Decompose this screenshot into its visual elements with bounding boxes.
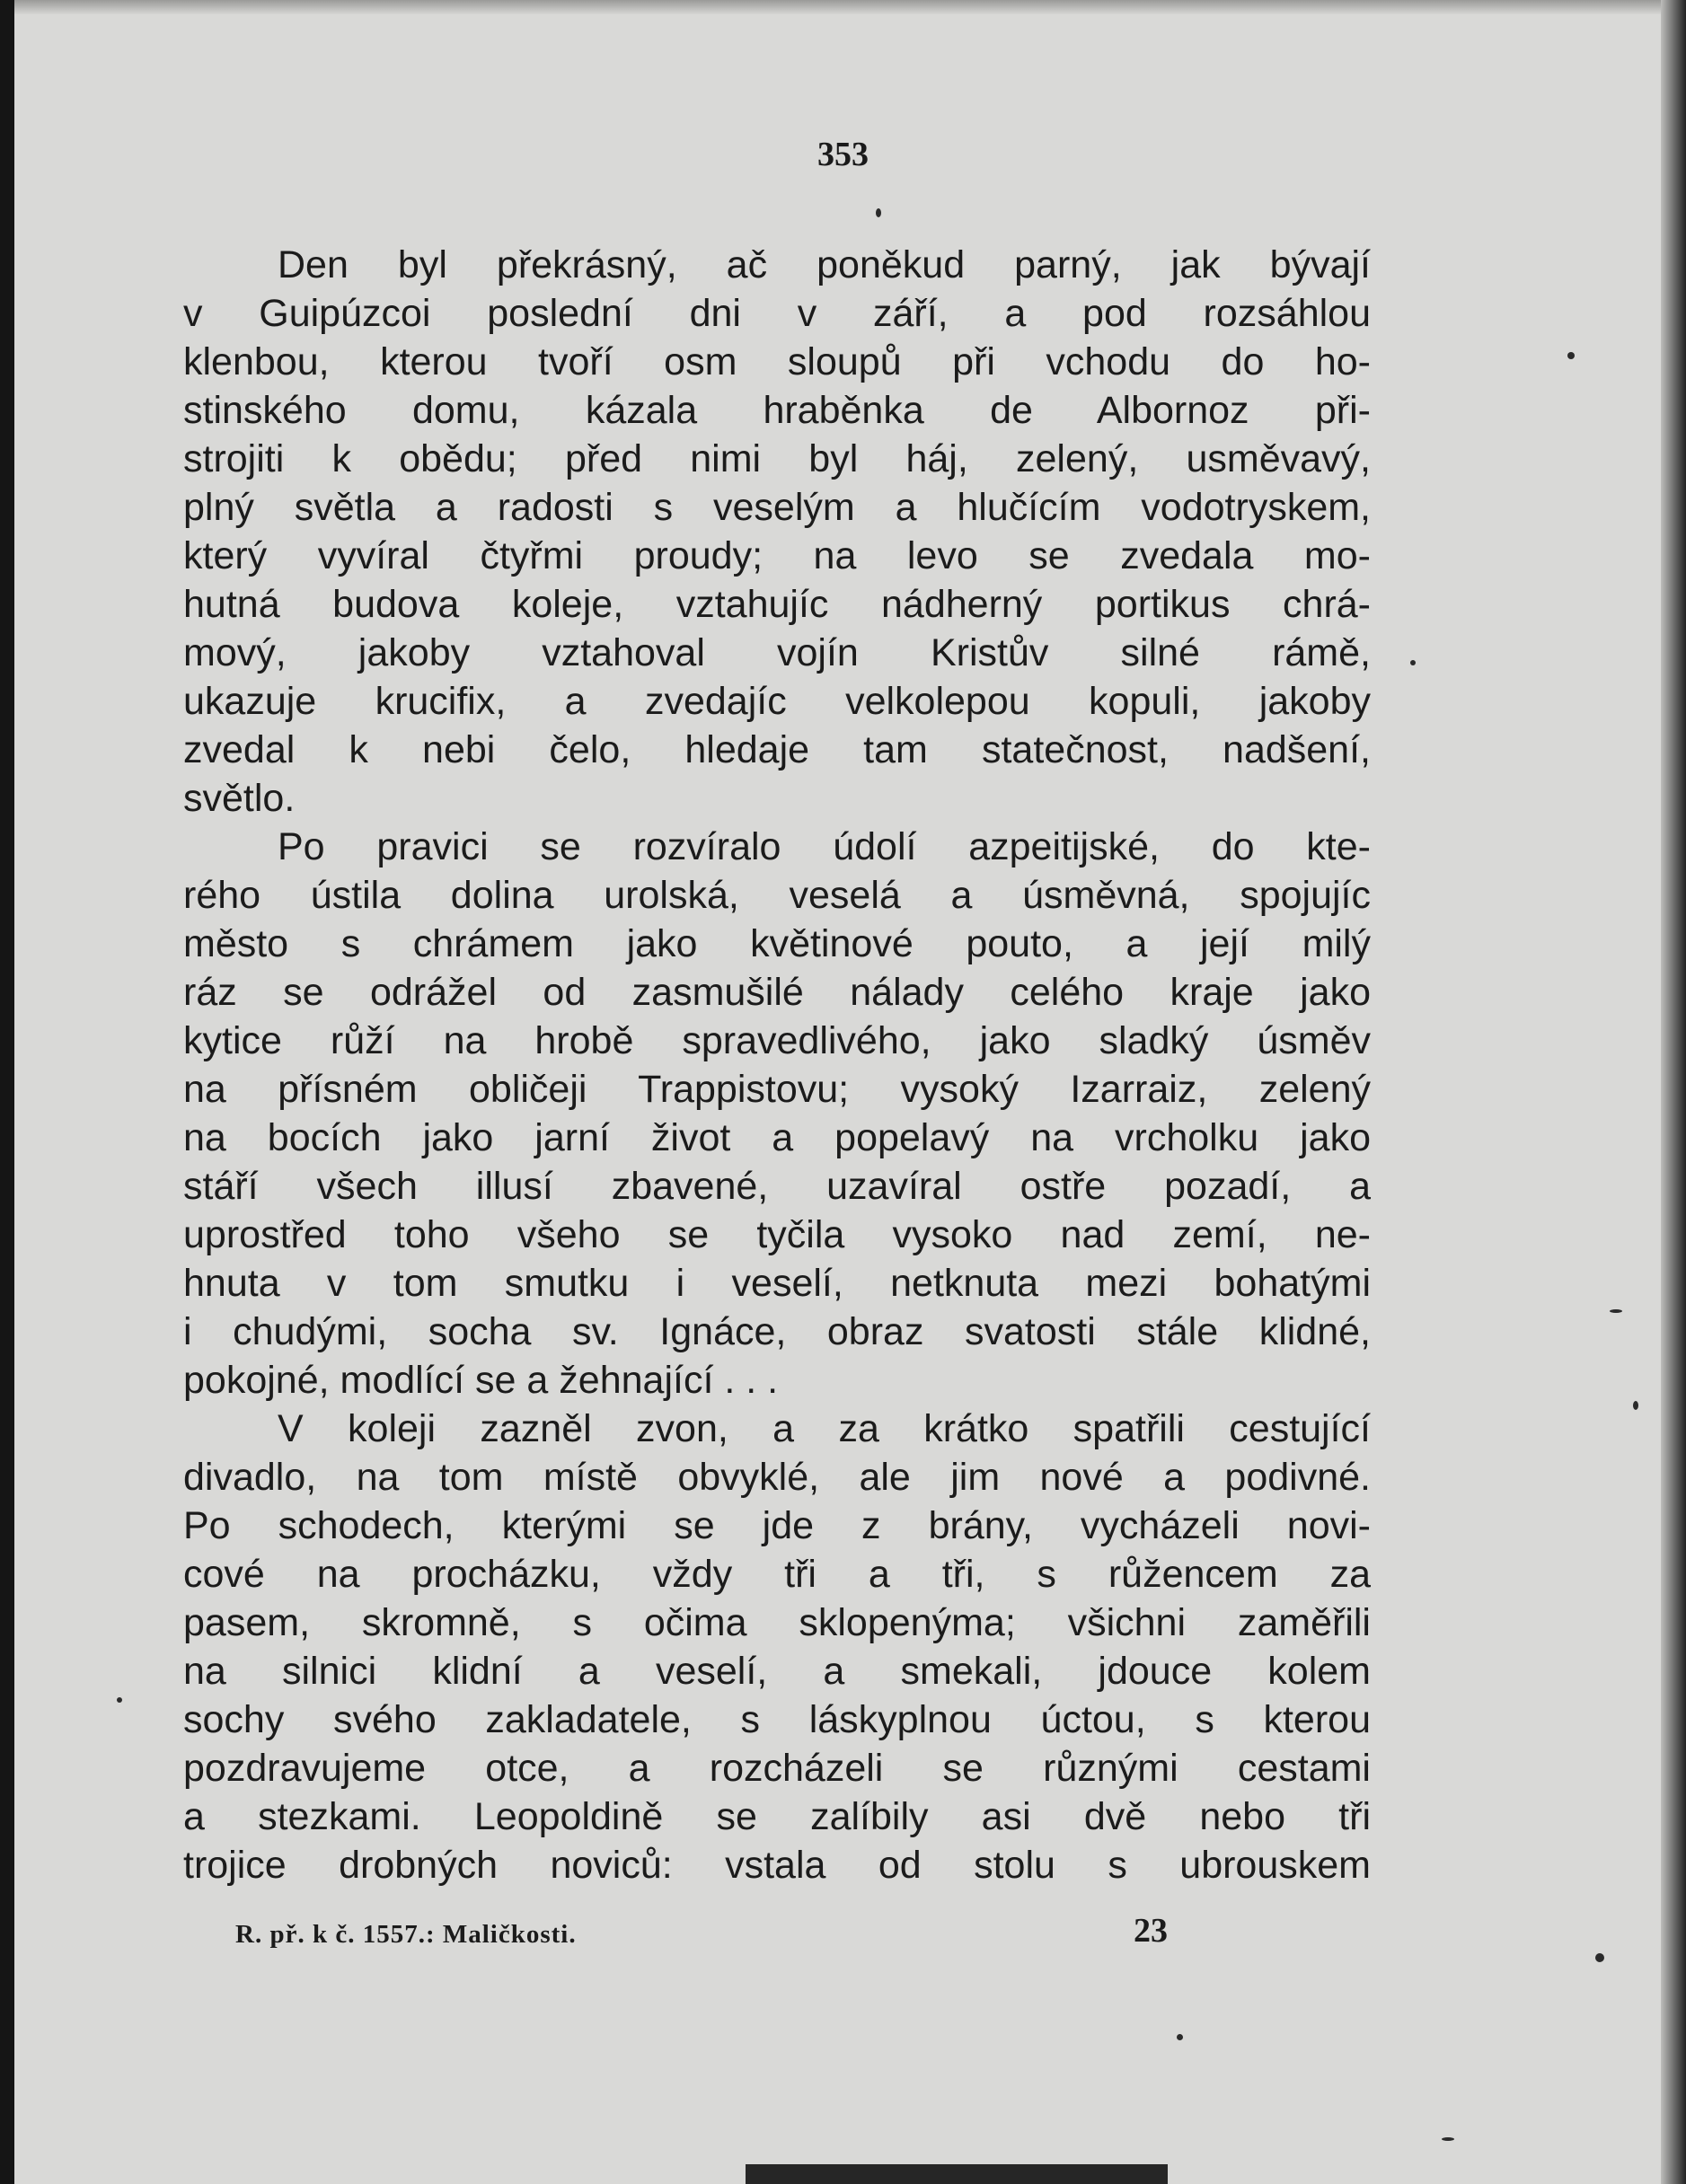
text-line: sochy svého zakladatele, s láskyplnou úctou, s kterou — [183, 1698, 1371, 1741]
text-line: na bocích jako jarní život a popelavý na vrcholku jako — [183, 1116, 1371, 1159]
text-line: pozdravujeme otce, a rozcházeli se různými cestami — [183, 1747, 1371, 1790]
text-line: ukazuje krucifix, a zvedajíc velkolepou kopuli, jakoby — [183, 680, 1371, 723]
text-line: na silnici klidní a veselí, a smekali, jdouce kolem — [183, 1650, 1371, 1693]
page-left-edge — [0, 0, 14, 2184]
text-line: pokojné, modlící se a žehnající . . . — [183, 1359, 779, 1402]
dust-speck — [1442, 2137, 1454, 2141]
dust-speck — [876, 208, 881, 217]
text-line: divadlo, na tom místě obvyklé, ale jim nové a podivné. — [183, 1456, 1371, 1499]
text-line: klenbou, kterou tvoří osm sloupů při vchodu do ho- — [183, 340, 1371, 383]
text-line: kytice růží na hrobě spravedlivého, jako sladký úsměv — [183, 1019, 1371, 1062]
dust-speck — [1610, 1309, 1622, 1313]
text-line: i chudými, socha sv. Ignáce, obraz svatosti stále klidné, — [183, 1310, 1371, 1353]
text-line: rého ústila dolina urolská, veselá a úsměvná, spojujíc — [183, 874, 1371, 917]
text-line: Po schodech, kterými se jde z brány, vycházeli novi- — [183, 1504, 1371, 1547]
text-line: strojiti k obědu; před nimi byl háj, zelený, usměvavý, — [183, 437, 1371, 480]
text-line: Den byl překrásný, ač poněkud parný, jak bývají — [278, 243, 1371, 286]
text-line: v Guipúzcoi poslední dni v září, a pod rozsáhlou — [183, 292, 1371, 335]
text-line: a stezkami. Leopoldině se zalíbily asi dvě nebo tři — [183, 1795, 1371, 1838]
page-top-edge — [0, 0, 1686, 14]
text-line: město s chrámem jako květinové pouto, a její milý — [183, 922, 1371, 965]
text-line: cové na procházku, vždy tři a tři, s růžencem za — [183, 1553, 1371, 1596]
text-line: pasem, skromně, s očima sklopenýma; všichni zaměřili — [183, 1601, 1371, 1644]
text-line: hnuta v tom smutku i veselí, netknuta mezi bohatými — [183, 1262, 1371, 1305]
text-line: plný světla a radosti s veselým a hlučícím vodotryskem, — [183, 486, 1371, 529]
page-right-edge — [1661, 0, 1686, 2184]
text-line: uprostřed toho všeho se tyčila vysoko nad zemí, ne- — [183, 1213, 1371, 1256]
text-line: mový, jakoby vztahoval vojín Kristův silné rámě, — [183, 631, 1371, 674]
text-line: hutná budova koleje, vztahujíc nádherný portikus chrá- — [183, 583, 1371, 626]
sheet-number: 23 — [1134, 1912, 1168, 1950]
dust-speck — [1177, 2034, 1183, 2040]
dust-speck — [117, 1697, 122, 1703]
text-line: trojice drobných noviců: vstala od stolu s ubrouskem — [183, 1844, 1371, 1887]
dust-speck — [1410, 660, 1416, 665]
text-line: stinského domu, kázala hraběnka de Albornoz při- — [183, 389, 1371, 432]
page-number: 353 — [817, 136, 869, 173]
text-line: V koleji zazněl zvon, a za krátko spatřili cestující — [278, 1407, 1371, 1450]
dust-speck — [1567, 352, 1575, 359]
printer-signature: R. př. k č. 1557.: Maličkosti. — [235, 1920, 577, 1949]
page-bottom-shadow — [746, 2164, 1168, 2184]
text-line: který vyvíral čtyřmi proudy; na levo se zvedala mo- — [183, 534, 1371, 577]
dust-speck — [1595, 1953, 1604, 1962]
text-line: Po pravici se rozvíralo údolí azpeitijské, do kte- — [278, 825, 1371, 868]
text-line: světlo. — [183, 777, 296, 820]
body-text — [183, 241, 1371, 1889]
text-line: na přísném obličeji Trappistovu; vysoký Izarraiz, zelený — [183, 1068, 1371, 1111]
text-line: ráz se odrážel od zasmušilé nálady celého kraje jako — [183, 971, 1371, 1014]
text-line: zvedal k nebi čelo, hledaje tam statečnost, nadšení, — [183, 728, 1371, 771]
text-line: stáří všech illusí zbavené, uzavíral ostře pozadí, a — [183, 1165, 1371, 1208]
dust-speck — [1633, 1401, 1638, 1410]
